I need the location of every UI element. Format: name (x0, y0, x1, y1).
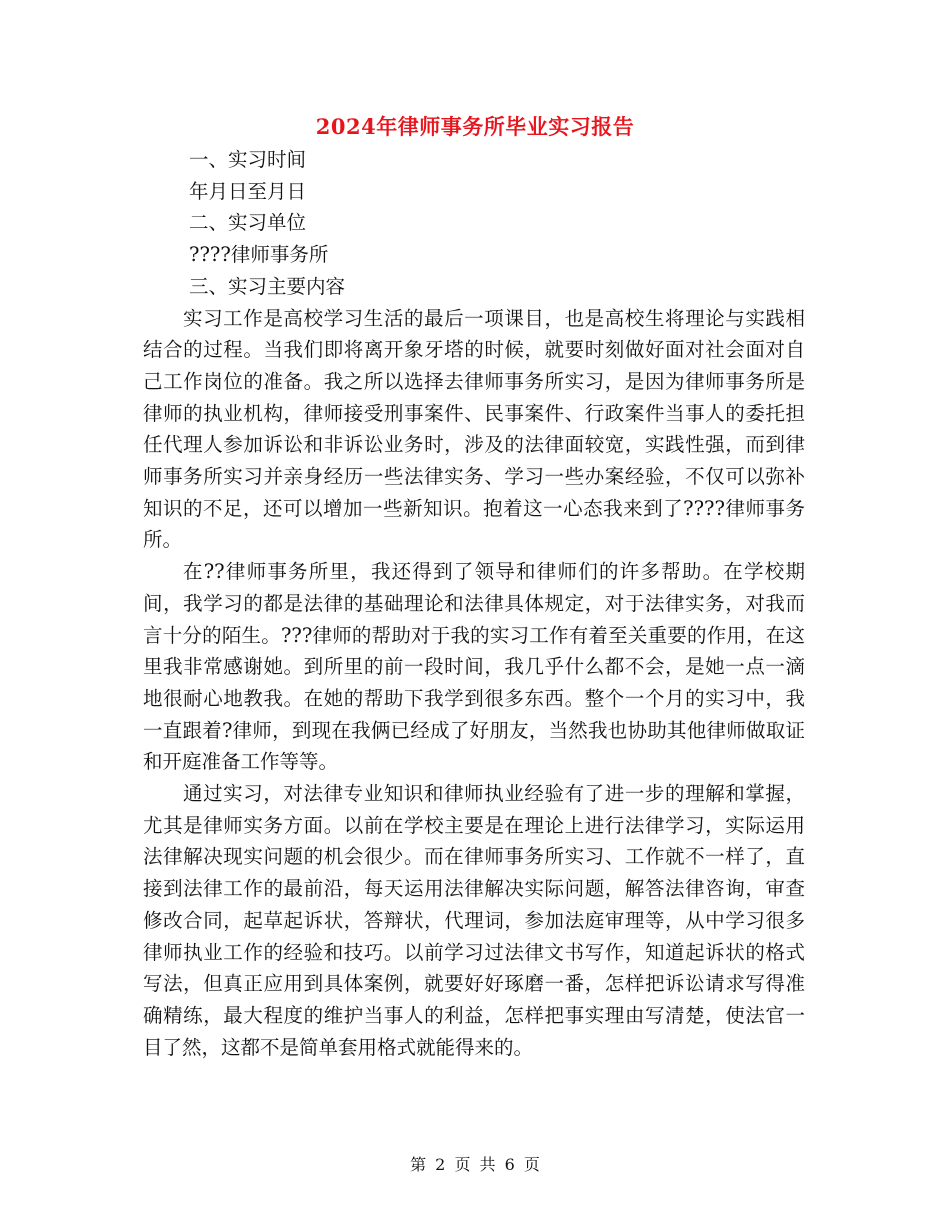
section-heading-unit: 二、实习单位 (189, 211, 307, 235)
section-heading-content: 三、实习主要内容 (189, 274, 346, 298)
page-number-footer: 第 2 页 共 6 页 (410, 1155, 540, 1174)
document-body (143, 144, 805, 1063)
body-paragraph-3: 通过实习，对法律专业知识和律师执业经验有了进一步的理解和掌握，尤其是律师实务方面。以前在学校主要是在理论上进行法律学习，实际运用法律解决现实问题的机会很少。而在律师事务所实习、工作就不一样了，直接到法律工作的最前沿，每天运用法律解决实际问题，解答法律咨询，审查修改合同，起草起诉状，答辩状，代理词，参加法庭审理等，从中学习很多律师执业工作的经验和技巧。以前学习过法律文书写作，知道起诉状的格式写法，但真正应用到具体案例，就要好好琢磨一番，怎样把诉讼请求写得准确精练，最大程度的维护当事人的利益，怎样把事实理由写清楚，使法官一目了然，这都不是简单套用格式就能得来的。 (143, 782, 805, 1059)
section-text-unit: ????律师事务所 (189, 243, 329, 267)
body-paragraph-2: 在??律师事务所里，我还得到了领导和律师们的许多帮助。在学校期间，我学习的都是法律的基础理论和法律具体规定，对于法律实务，对我而言十分的陌生。???律师的帮助对于我的实习工作有着至关重要的作用，在这里我非常感谢她。到所里的前一段时间，我几乎什么都不会，是她一点一滴地很耐心地教我。在她的帮助下我学到很多东西。整个一个月的实习中，我一直跟着?律师，到现在我俩已经成了好朋友，当然我也协助其他律师做取证和开庭准备工作等等。 (143, 560, 805, 774)
section-text-time: 年月日至月日 (189, 179, 307, 203)
document-title: 2024年律师事务所毕业实习报告 (315, 114, 635, 139)
body-paragraph-1: 实习工作是高校学习生活的最后一项课目，也是高校生将理论与实践相结合的过程。当我们即将离开象牙塔的时候，就要时刻做好面对社会面对自己工作岗位的准备。我之所以选择去律师事务所实习，是因为律师事务所是律师的执业机构，律师接受刑事案件、民事案件、行政案件当事人的委托担任代理人参加诉讼和非诉讼业务时，涉及的法律面较宽，实践性强，而到律师事务所实习并亲身经历一些法律实务、学习一些办案经验，不仅可以弥补知识的不足，还可以增加一些新知识。抱着这一心态我来到了????律师事务所。 (143, 306, 805, 552)
section-heading-time: 一、实习时间 (189, 148, 307, 171)
